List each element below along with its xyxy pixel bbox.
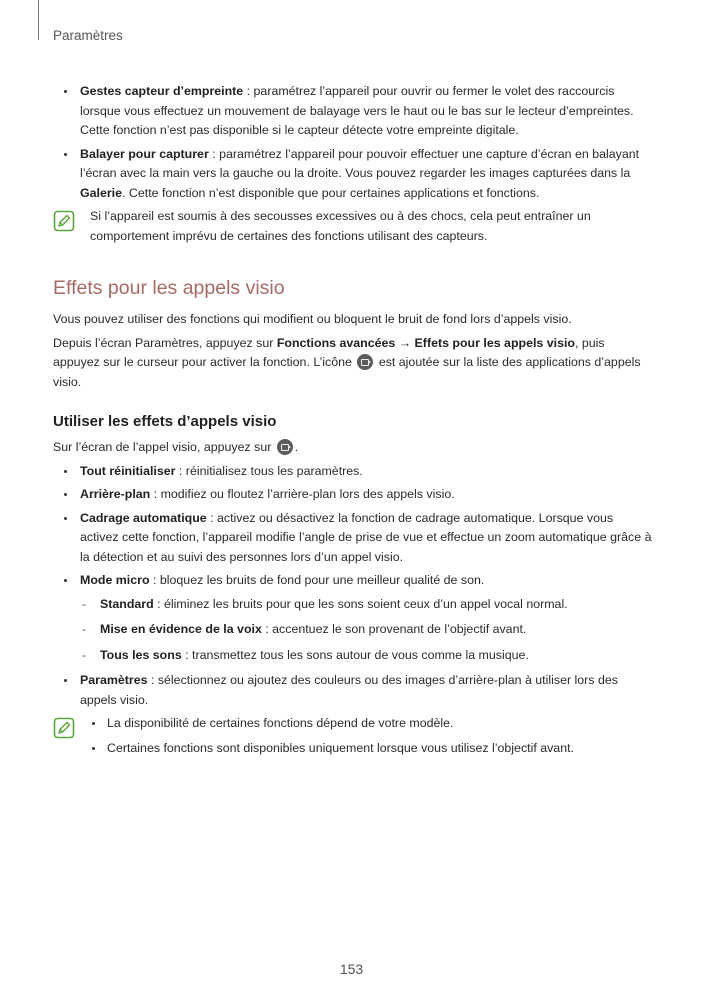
item-term: Mise en évidence de la voix — [100, 622, 262, 636]
item-term: Cadrage automatique — [80, 510, 207, 525]
menu-path: Fonctions avancées → Effets pour les appels visio — [276, 335, 575, 350]
section-title: Effets pour les appels visio — [53, 277, 285, 299]
item-term: Arrière-plan — [80, 487, 151, 501]
list-item — [53, 671, 653, 710]
item-term: Mode micro — [80, 573, 150, 587]
item-text: : paramétrez l’appareil pour pouvoir effectuer une capture d’écran en balayant l’écran avec la main vers la gauche ou la droite. Vous pouvez regarder les images capturées dans la — [80, 146, 640, 180]
page-number: 153 — [339, 961, 364, 977]
video-effects-icon — [277, 439, 293, 455]
item-text: : paramétrez l’appareil pour ouvrir ou fermer le volet des raccourcis lorsque vous effectuez un mouvement de balayage vers le haut ou le bas sur le lecteur d’empreintes. Cette fonction n’est pas disponible si le capteur détecte votre empreinte digitale. — [80, 84, 634, 137]
item-text: : activez ou désactivez la fonction de cadrage automatique. Lorsque vous activez cette fonction, l’appareil modifie l’angle de prise de vue et effectue un zoom automatique grâce à la détection et au suivi des personnes lors d’un appel visio. — [80, 510, 652, 564]
item-text: : transmettez tous les sons autour de vous comme la musique. — [181, 647, 529, 662]
item-text: : réinitialisez tous les paramètres. — [175, 463, 363, 478]
list-item: Certaines fonctions sont disponibles uniquement lorsque vous utilisez l’objectif avant. — [90, 739, 653, 759]
note-pencil-icon — [53, 717, 75, 739]
list-item — [80, 620, 653, 640]
list-item — [53, 485, 653, 505]
subsection-intro: Sur l’écran de l’appel visio, appuyez sur . — [53, 440, 299, 454]
item-term: Tous les sons — [100, 647, 182, 662]
page-content — [53, 82, 653, 763]
page-header: Paramètres — [53, 28, 123, 43]
effects-list — [53, 462, 653, 711]
note-list — [90, 714, 653, 758]
note-pencil-icon — [53, 210, 75, 232]
item-text: : accentuez le son provenant de l’objectif avant. — [261, 622, 527, 636]
subsection-title: Utiliser les effets d’appels visio — [53, 413, 277, 430]
item-term: Paramètres — [80, 673, 148, 687]
list-item — [80, 646, 653, 666]
mic-mode-list — [80, 595, 653, 666]
list-item — [80, 595, 653, 615]
item-term: Galerie — [80, 185, 123, 200]
list-item — [53, 82, 653, 141]
item-term: Tout réinitialiser — [80, 463, 176, 478]
header-rule — [38, 0, 39, 40]
item-text: : modifiez ou floutez l’arrière-plan lors des appels visio. — [150, 487, 455, 501]
item-text: : éliminez les bruits pour que les sons soient ceux d’un appel vocal normal. — [153, 596, 568, 611]
note-text: Si l’appareil est soumis à des secousses excessives ou à des chocs, cela peut entraîner un comportement imprévu de certaines des fonctions utilisant des capteurs. — [90, 209, 591, 243]
feature-list — [53, 82, 653, 203]
note-block — [53, 714, 653, 758]
list-item — [53, 571, 653, 665]
item-term: Balayer pour capturer — [80, 146, 209, 161]
list-item: La disponibilité de certaines fonctions dépend de votre modèle. — [90, 714, 653, 734]
section-path: Depuis l’écran Paramètres, appuyez sur Fonctions avancées → Effets pour les appels visio, puis appuyez sur le curseur pour activer la fonction. L’icône est ajoutée sur la liste des applications d’appels visio. — [53, 335, 641, 389]
list-item — [53, 509, 653, 568]
video-effects-icon — [357, 354, 373, 370]
item-term: Standard — [100, 596, 154, 611]
list-item — [53, 462, 653, 482]
section-intro: Vous pouvez utiliser des fonctions qui modifient ou bloquent le bruit de fond lors d’appels visio. — [53, 312, 572, 326]
item-term: Gestes capteur d’empreinte — [80, 84, 244, 98]
note-block — [53, 207, 653, 246]
item-text: . Cette fonction n’est disponible que pour certaines applications et fonctions. — [122, 185, 540, 200]
item-text: : sélectionnez ou ajoutez des couleurs ou des images d’arrière-plan à utiliser lors des appels visio. — [80, 673, 618, 707]
list-item — [53, 145, 653, 204]
item-text: : bloquez les bruits de fond pour une meilleur qualité de son. — [149, 573, 485, 587]
